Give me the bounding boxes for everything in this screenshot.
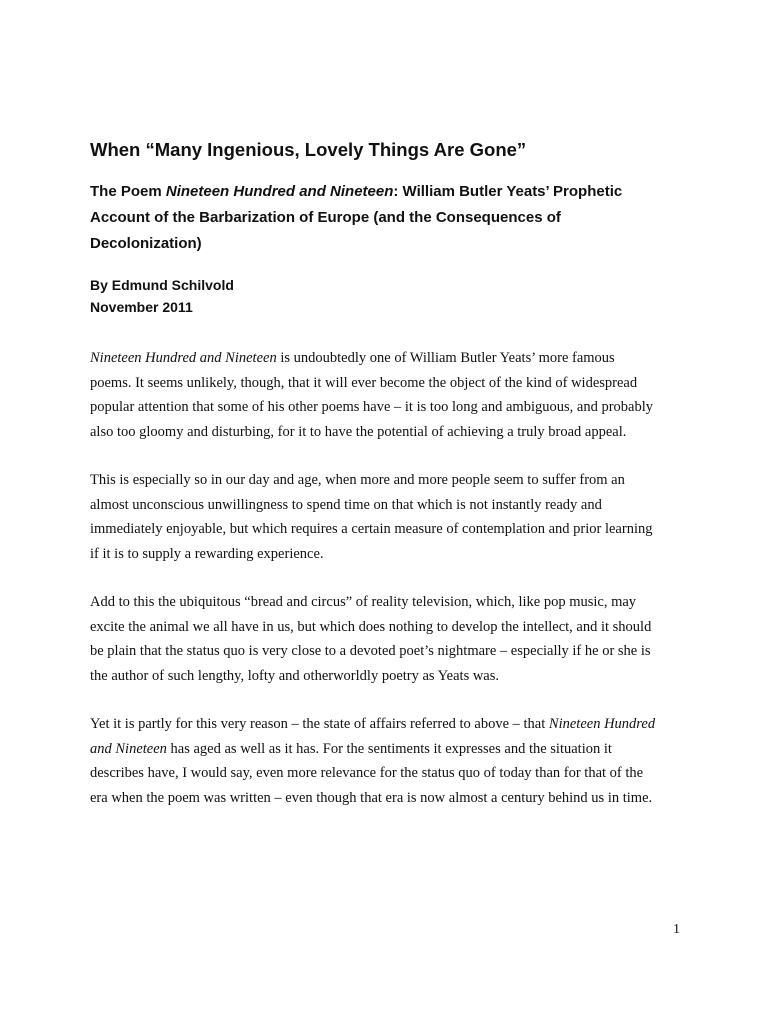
paragraph-line: excite the animal we all have in us, but which does nothing to develop the intellect, and it should bbox=[90, 618, 652, 635]
article-title: When “Many Ingenious, Lovely Things Are Gone” bbox=[90, 139, 527, 160]
paragraph-line: the author of such lengthy, lofty and otherworldly poetry as Yeats was. bbox=[90, 667, 500, 684]
paragraph-2 bbox=[90, 468, 710, 566]
paragraph-text: Yet it is partly for this very reason – the state of affairs referred to above – that bbox=[90, 716, 549, 732]
subtitle-line-3: Decolonization) bbox=[90, 235, 202, 252]
paragraph-line: almost unconscious unwillingness to spend time on that which is not instantly ready and bbox=[90, 496, 602, 513]
subtitle-line-1 bbox=[90, 179, 710, 205]
page-content bbox=[90, 138, 710, 834]
paragraph-line: popular attention that some of his other poems have – it is too long and ambiguous, and probably bbox=[90, 399, 653, 415]
paragraph-line bbox=[90, 712, 710, 737]
page-number: 1 bbox=[673, 922, 680, 937]
paragraph-line: era when the poem was written – even though that era is now almost a century behind us in time. bbox=[90, 789, 653, 806]
paragraph-line bbox=[90, 737, 710, 762]
poem-title-inline: Nineteen Hundred and Nineteen bbox=[90, 350, 277, 366]
paragraph-line: poems. It seems unlikely, though, that it will ever become the object of the kind of widespread bbox=[90, 374, 638, 391]
article-subtitle bbox=[90, 179, 710, 257]
paragraph-line: also too gloomy and disturbing, for it to have the potential of achieving a truly broad appeal. bbox=[90, 423, 627, 440]
paragraph-line bbox=[90, 346, 710, 371]
paragraph-line: This is especially so in our day and age, when more and more people seem to suffer from an bbox=[90, 472, 625, 488]
subtitle-poem-title: Nineteen Hundred and Nineteen bbox=[165, 183, 394, 200]
paragraph-1 bbox=[90, 346, 710, 444]
poem-title-inline: and Nineteen bbox=[90, 740, 167, 757]
poem-title-inline: Nineteen Hundred bbox=[548, 716, 656, 732]
paragraph-text: is undoubtedly one of William Butler Yeats’ more famous bbox=[276, 350, 615, 366]
paragraph-line: immediately enjoyable, but which requires a certain measure of contemplation and prior learning bbox=[90, 521, 653, 537]
paragraph-line: Add to this the ubiquitous “bread and circus” of reality television, which, like pop music, may bbox=[90, 594, 637, 610]
byline bbox=[90, 274, 710, 318]
subtitle-line-1-rest: : William Butler Yeats’ Prophetic bbox=[393, 183, 623, 200]
publication-date: November 2011 bbox=[90, 299, 193, 315]
paragraph-line: be plain that the status quo is very close to a devoted poet’s nightmare – especially if he or she is bbox=[90, 643, 651, 659]
paragraph-line: describes have, I would say, even more relevance for the status quo of today than for that of the bbox=[90, 765, 644, 781]
subtitle-prefix: The Poem bbox=[90, 183, 166, 200]
paragraph-text: has aged as well as it has. For the sentiments it expresses and the situation it bbox=[166, 740, 612, 757]
author-name: By Edmund Schilvold bbox=[90, 277, 234, 293]
paragraph-3 bbox=[90, 590, 710, 688]
subtitle-line-2: Account of the Barbarization of Europe (and the Consequences of bbox=[90, 209, 561, 226]
paragraph-line: if it is to supply a rewarding experience. bbox=[90, 545, 324, 562]
paragraph-4 bbox=[90, 712, 710, 810]
